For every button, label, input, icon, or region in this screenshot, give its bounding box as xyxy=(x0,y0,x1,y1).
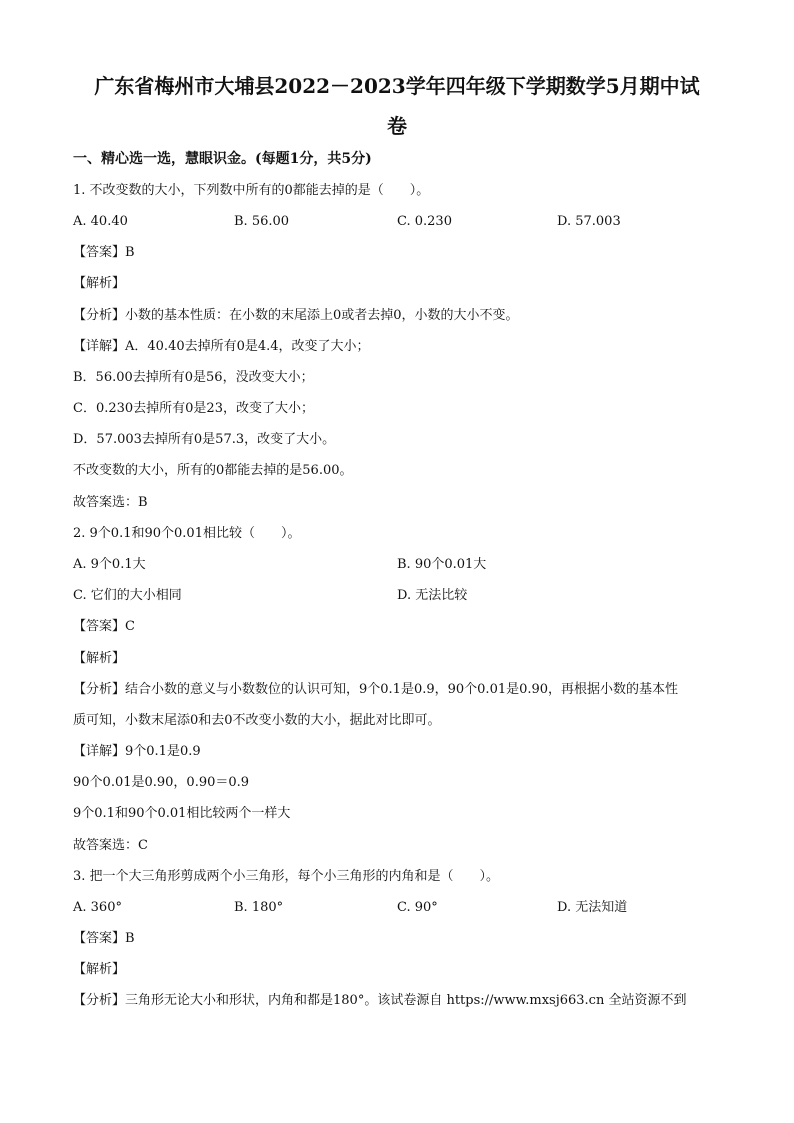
q1-detail-line: 【详解】A．40.40去掉所有0是4.4，改变了大小； xyxy=(73,339,370,354)
q1-jiexi: 【解析】 xyxy=(73,276,126,291)
q2-option-d: D. 无法比较 xyxy=(397,588,468,603)
q2-option-a: A. 9个0.1大 xyxy=(73,557,146,572)
q1-option-b: B. 56.00 xyxy=(234,214,290,229)
q2-analysis-line-1: 【分析】结合小数的意义与小数数位的认识可知，9个0.1是0.9，90个0.01是0.90，再根据小数的基本性 xyxy=(73,682,679,697)
q1-stem: 1. 不改变数的大小，下列数中所有的0都能去掉的是（ ）。 xyxy=(73,183,430,198)
q2-option-b: B. 90个0.01大 xyxy=(397,557,487,572)
q1-option-c: C. 0.230 xyxy=(397,214,452,229)
q2-answer: 【答案】C xyxy=(73,619,135,634)
section-heading: 一、精心选一选，慧眼识金。(每题1分，共5分) xyxy=(73,151,372,167)
q1-answer: 【答案】B xyxy=(73,245,135,260)
q1-option-a: A. 40.40 xyxy=(73,214,128,229)
q3-option-b: B. 180° xyxy=(234,900,284,915)
q2-jiexi: 【解析】 xyxy=(73,651,126,666)
q1-option-d: D. 57.003 xyxy=(557,214,621,229)
q3-jiexi: 【解析】 xyxy=(73,962,126,977)
q2-option-c: C. 它们的大小相同 xyxy=(73,588,182,603)
q2-detail-line: 9个0.1和90个0.01相比较两个一样大 xyxy=(73,806,291,821)
q1-detail-line: 不改变数的大小，所有的0都能去掉的是56.00。 xyxy=(73,463,353,478)
title-line-1: 广东省梅州市大埔县2022－2023学年四年级下学期数学5月期中试 xyxy=(94,74,700,98)
q2-detail-line: 90个0.01是0.90，0.90＝0.9 xyxy=(73,775,250,790)
q1-detail-line: D．57.003去掉所有0是57.3，改变了大小。 xyxy=(73,432,336,447)
q2-stem: 2. 9个0.1和90个0.01相比较（ ）。 xyxy=(73,526,301,541)
q1-analysis: 【分析】小数的基本性质：在小数的末尾添上0或者去掉0，小数的大小不变。 xyxy=(73,308,519,323)
q3-option-d: D. 无法知道 xyxy=(557,900,628,915)
q3-option-a: A. 360° xyxy=(73,900,122,915)
q3-answer: 【答案】B xyxy=(73,931,135,946)
q1-detail-line: 故答案选：B xyxy=(73,495,148,510)
q3-option-c: C. 90° xyxy=(397,900,438,915)
q3-analysis: 【分析】三角形无论大小和形状，内角和都是180°。该试卷源自 https://www.mxsj663.cn 全站资源不到 xyxy=(73,993,687,1008)
q2-detail-line: 故答案选：C xyxy=(73,838,148,853)
q2-analysis-line-2: 质可知，小数末尾添0和去0不改变小数的大小，据此对比即可。 xyxy=(73,713,441,728)
q1-detail-line: B．56.00去掉所有0是56，没改变大小； xyxy=(73,370,314,385)
title-line-2: 卷 xyxy=(387,114,407,138)
q2-detail-line: 【详解】9个0.1是0.9 xyxy=(73,744,201,759)
q1-detail-line: C．0.230去掉所有0是23，改变了大小； xyxy=(73,401,314,416)
q3-stem: 3. 把一个大三角形剪成两个小三角形，每个小三角形的内角和是（ ）。 xyxy=(73,869,500,884)
